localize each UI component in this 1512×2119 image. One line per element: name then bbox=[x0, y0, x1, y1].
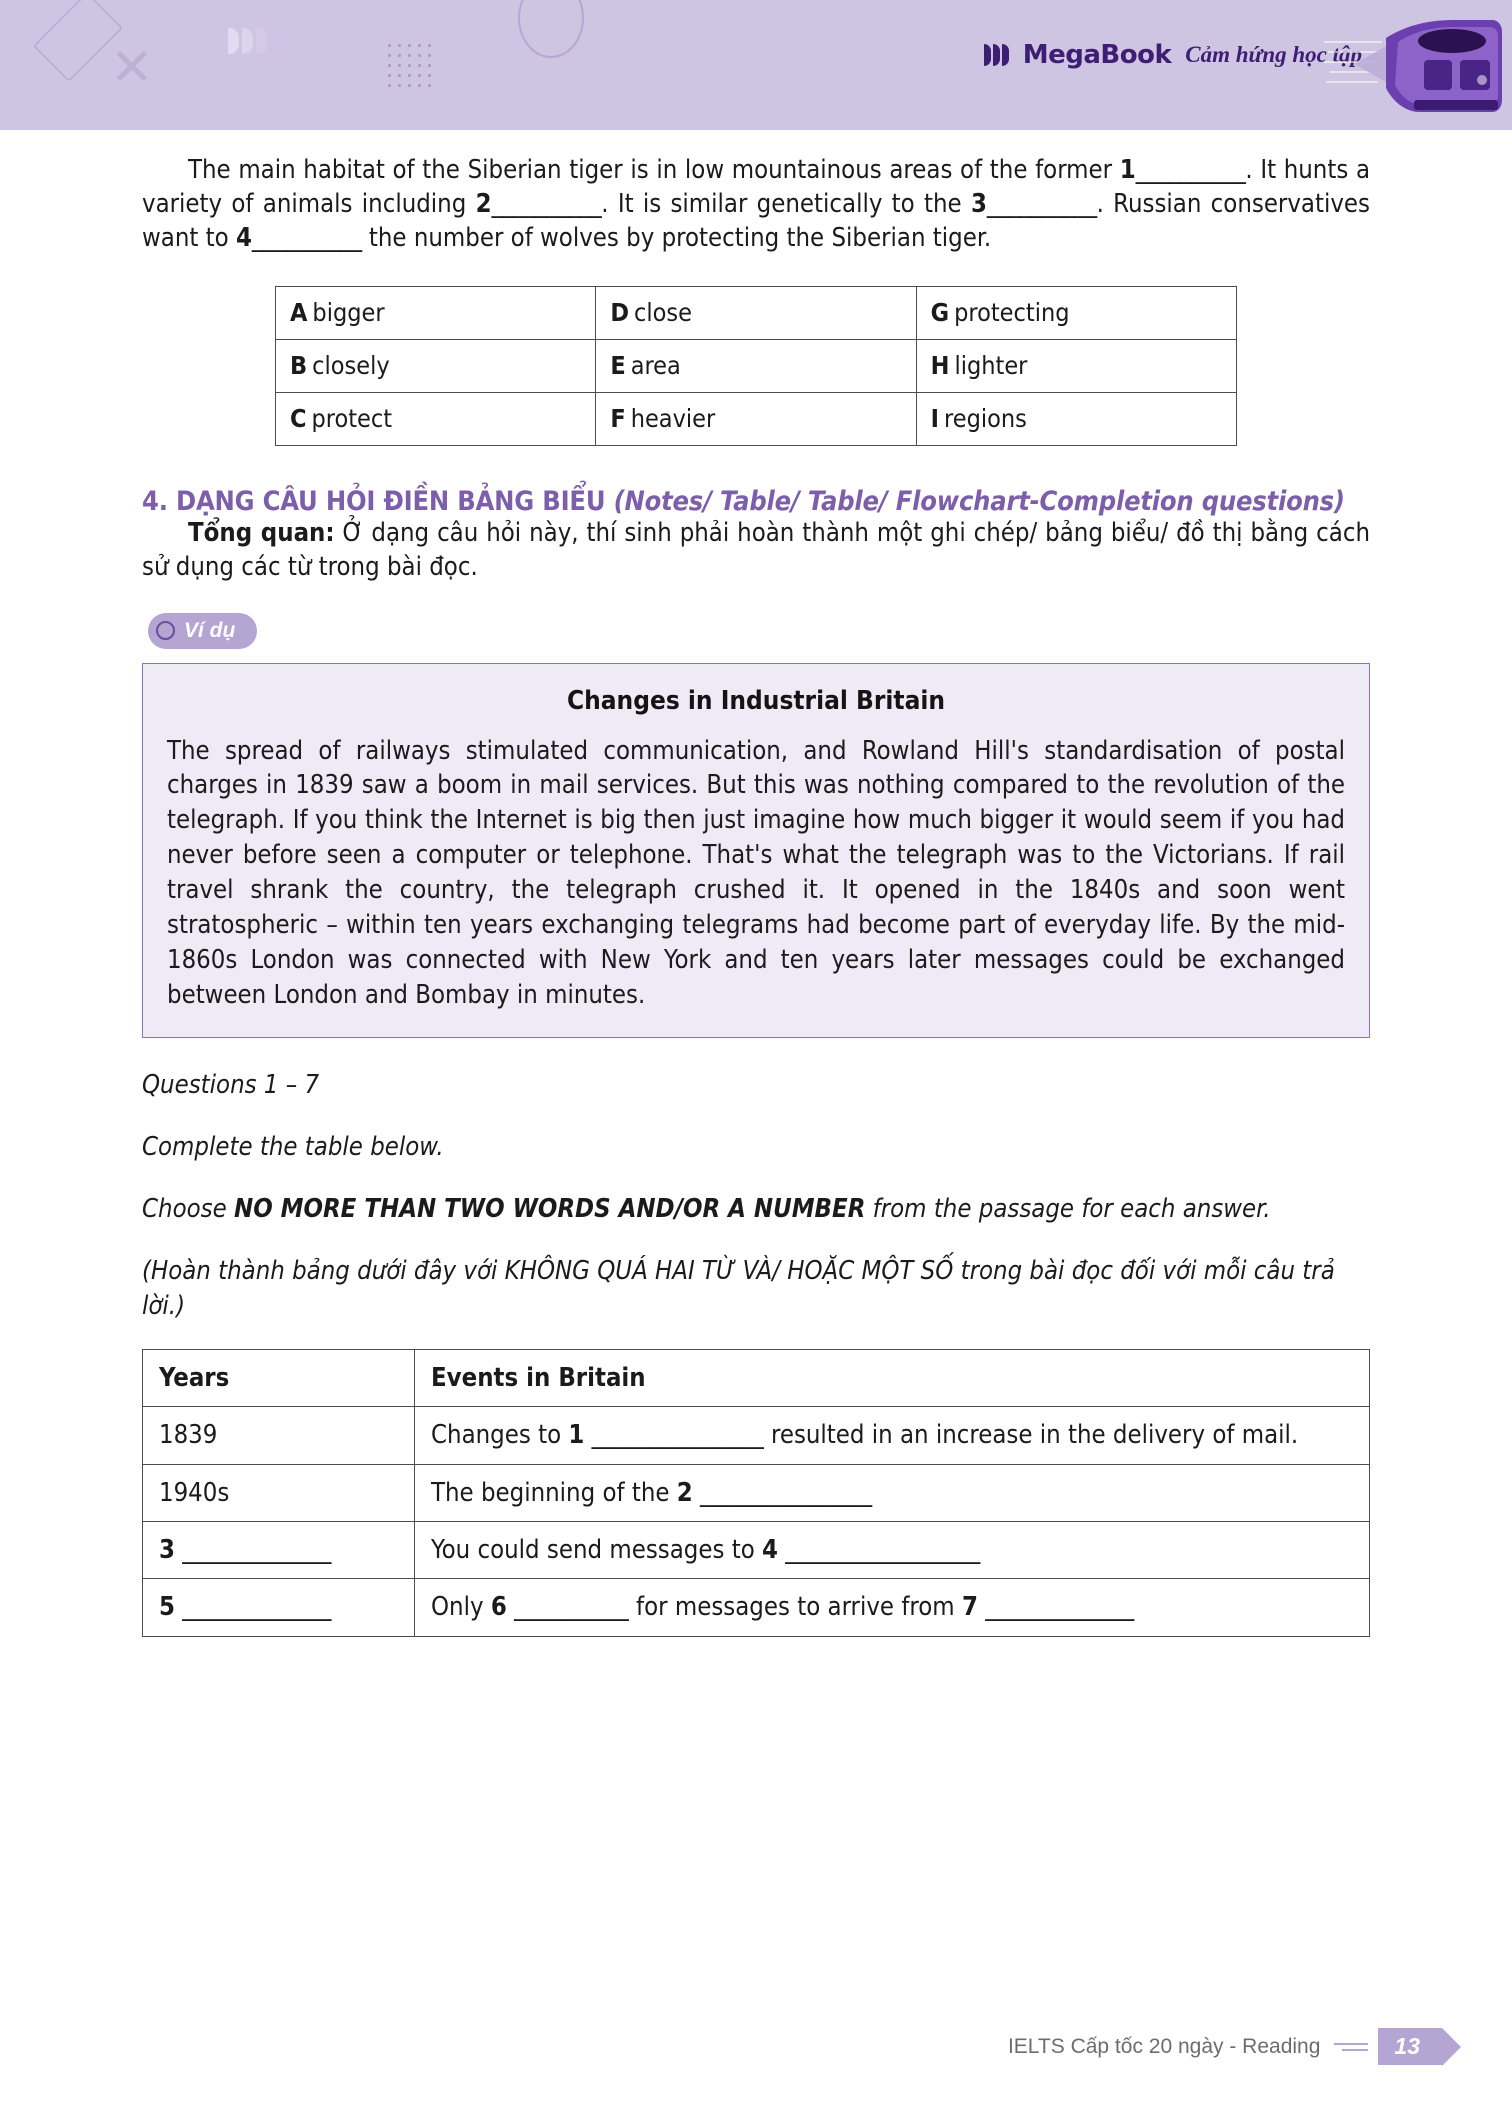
event-text: Changes to bbox=[431, 1420, 569, 1451]
overview-paragraph bbox=[142, 517, 1370, 585]
brand-name: MegaBook bbox=[1022, 40, 1172, 70]
page-content bbox=[0, 130, 1512, 1637]
years-cell bbox=[143, 1521, 415, 1578]
table-row bbox=[276, 286, 1237, 339]
reading-passage-box bbox=[142, 663, 1370, 1038]
events-cell bbox=[415, 1579, 1370, 1636]
column-header-years: Years bbox=[143, 1349, 415, 1406]
event-text: The beginning of the bbox=[431, 1477, 677, 1508]
example-badge bbox=[148, 613, 257, 649]
column-header-events: Events in Britain bbox=[415, 1349, 1370, 1406]
circle-decoration-icon bbox=[518, 0, 584, 58]
section-heading bbox=[142, 486, 1370, 517]
question-number: 4 bbox=[762, 1534, 778, 1565]
footer-speed-lines-icon bbox=[1334, 2043, 1368, 2051]
page-number-badge bbox=[1378, 2028, 1442, 2065]
years-cell bbox=[143, 1464, 415, 1521]
intro-num-1: 1 bbox=[1119, 155, 1136, 185]
question-number: 3 bbox=[159, 1534, 175, 1565]
option-cell-e bbox=[596, 339, 916, 392]
option-letter: F bbox=[610, 404, 626, 434]
table-row bbox=[143, 1407, 1370, 1464]
intro-s2: . It hunts a variety of animals including bbox=[142, 155, 1371, 219]
chevrons-decoration-icon bbox=[228, 28, 281, 54]
overview-text: Ở dạng câu hỏi này, thí sinh phải hoàn thành một ghi chép/ bảng biểu/ đồ thị bằng cách sử dụng các từ trong bài đọc. bbox=[142, 517, 1370, 582]
complete-table-instruction: Complete the table below. bbox=[142, 1132, 444, 1163]
choose-prefix: Choose bbox=[142, 1194, 234, 1225]
option-cell-i bbox=[916, 392, 1236, 445]
answer-blank: _____________ bbox=[174, 1592, 332, 1623]
option-word: protecting bbox=[954, 298, 1070, 328]
table-row bbox=[143, 1464, 1370, 1521]
choose-suffix: from the passage for each answer. bbox=[865, 1194, 1271, 1225]
question-number: 1 bbox=[568, 1420, 585, 1451]
intro-s1: The main habitat of the Siberian tiger is in low mountainous areas of the former bbox=[188, 155, 1120, 185]
dot-grid-decoration-icon bbox=[388, 44, 436, 92]
years-cell bbox=[143, 1579, 415, 1636]
option-cell-b bbox=[276, 339, 596, 392]
option-cell-a bbox=[276, 286, 596, 339]
answer-blank: _____________ bbox=[174, 1534, 332, 1565]
intro-num-4: 4 bbox=[235, 222, 252, 253]
event-text: _________________ bbox=[778, 1534, 981, 1565]
vietnamese-instruction: (Hoàn thành bảng dưới đây với KHÔNG QUÁ HAI TỪ VÀ/ HOẶC MỘT SỐ trong bài đọc đối với mỗi câu trả lời.) bbox=[142, 1256, 1335, 1321]
intro-num-3: 3 bbox=[970, 188, 987, 219]
example-badge-label: Ví dụ bbox=[184, 618, 236, 642]
years-cell bbox=[143, 1407, 415, 1464]
passage-title: Changes in Industrial Britain bbox=[566, 685, 946, 716]
table-row bbox=[276, 392, 1237, 445]
option-letter: A bbox=[290, 298, 308, 328]
page-number: 13 bbox=[1394, 2033, 1420, 2059]
page-footer bbox=[1008, 2028, 1442, 2065]
option-word: protect bbox=[311, 404, 393, 434]
x-decoration-icon: ✕ bbox=[110, 39, 154, 97]
option-letter: H bbox=[930, 351, 950, 381]
completion-answers-table bbox=[142, 1349, 1370, 1637]
intro-s4: . Russian conservatives want to bbox=[142, 188, 1370, 253]
choose-bold: NO MORE THAN TWO WORDS AND/OR A NUMBER bbox=[234, 1194, 866, 1225]
option-cell-f bbox=[596, 392, 916, 445]
intro-blank-2: __________ bbox=[491, 188, 602, 219]
option-letter: I bbox=[930, 404, 940, 434]
event-text: You could send messages to bbox=[431, 1534, 763, 1565]
events-cell bbox=[415, 1407, 1370, 1464]
choose-instruction bbox=[142, 1192, 1370, 1226]
option-letter: E bbox=[610, 351, 626, 381]
year-value: 1839 bbox=[159, 1420, 218, 1451]
intro-paragraph bbox=[142, 130, 1370, 256]
option-letter: G bbox=[930, 298, 950, 328]
option-letter: C bbox=[290, 404, 307, 434]
events-cell bbox=[415, 1464, 1370, 1521]
question-number: 5 bbox=[159, 1592, 175, 1623]
event-text: __________ for messages to arrive from bbox=[506, 1592, 962, 1623]
option-word: close bbox=[634, 298, 692, 328]
section-heading-main: 4. DẠNG CÂU HỎI ĐIỀN BẢNG BIỂU bbox=[142, 485, 614, 517]
circle-bullet-icon bbox=[156, 621, 175, 640]
option-cell-g bbox=[916, 286, 1236, 339]
train-illustration-icon bbox=[1324, 8, 1504, 120]
intro-s5: the number of wolves by protecting the Siberian tiger. bbox=[361, 222, 992, 253]
answer-options-table bbox=[275, 286, 1237, 446]
question-number: 7 bbox=[961, 1592, 978, 1623]
option-letter: D bbox=[610, 298, 630, 328]
option-word: heavier bbox=[630, 404, 716, 434]
event-text: _____________ bbox=[977, 1592, 1135, 1623]
year-value: 1940s bbox=[159, 1477, 230, 1508]
megabook-chevron-icon bbox=[984, 44, 1009, 66]
option-word: bigger bbox=[312, 298, 385, 328]
option-cell-c bbox=[276, 392, 596, 445]
option-letter: B bbox=[290, 351, 308, 381]
event-text: _______________ resulted in an increase in the delivery of mail. bbox=[584, 1420, 1299, 1451]
footer-title: IELTS Cấp tốc 20 ngày - Reading bbox=[1007, 2034, 1321, 2058]
intro-s3: . It is similar genetically to the bbox=[601, 188, 971, 219]
events-cell bbox=[415, 1521, 1370, 1578]
table-row bbox=[143, 1579, 1370, 1636]
option-cell-h bbox=[916, 339, 1236, 392]
table-row bbox=[143, 1521, 1370, 1578]
table-row bbox=[276, 339, 1237, 392]
intro-num-2: 2 bbox=[475, 188, 492, 219]
intro-blank-4: __________ bbox=[251, 222, 362, 253]
event-text: _______________ bbox=[692, 1477, 873, 1508]
intro-blank-3: __________ bbox=[986, 188, 1097, 219]
intro-blank-1: __________ bbox=[1135, 155, 1246, 185]
option-cell-d bbox=[596, 286, 916, 339]
table-header-row bbox=[143, 1349, 1370, 1406]
option-word: closely bbox=[312, 351, 390, 381]
questions-range: Questions 1 – 7 bbox=[142, 1069, 320, 1100]
brand-logo bbox=[984, 40, 1362, 70]
overview-label: Tổng quan: bbox=[188, 517, 335, 548]
question-number: 2 bbox=[676, 1477, 693, 1508]
event-text: Only bbox=[431, 1592, 491, 1623]
page-header-banner bbox=[0, 0, 1512, 130]
option-word: area bbox=[630, 351, 681, 381]
option-word: regions bbox=[944, 404, 1027, 434]
section-heading-italic: (Notes/ Table/ Table/ Flowchart-Completion questions) bbox=[613, 485, 1345, 517]
passage-body: The spread of railways stimulated communication, and Rowland Hill's standardisation of postal charges in 1839 saw a boom in mail services. But this was nothing compared to the revolution of the telegraph. If you think the Internet is big then just imagine how much bigger it would seem if you had never before seen a computer or telephone. That's what the telegraph was to the Victorians. If rail travel shrank the country, the telegraph crushed it. It opened in the 1840s and soon went stratospheric – within ten years exchanging telegrams had become part of everyday life. By the mid-1860s London was connected with New York and ten years later messages could be exchanged between London and Bombay in minutes. bbox=[167, 735, 1345, 1010]
question-number: 6 bbox=[490, 1592, 507, 1623]
option-word: lighter bbox=[954, 351, 1028, 381]
brand-slogan: Cảm hứng học tập bbox=[1185, 42, 1362, 67]
